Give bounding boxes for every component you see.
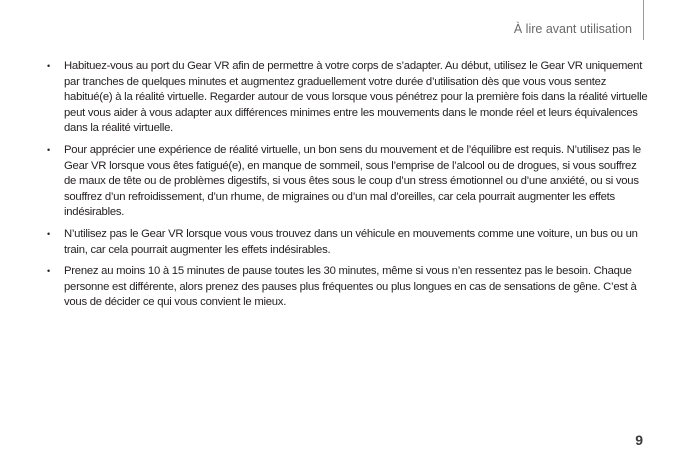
bullet-marker: • xyxy=(47,266,50,277)
bullet-marker: • xyxy=(47,61,50,71)
bullet-item-adaptation xyxy=(47,59,651,137)
section-header-title: À lire avant utilisation xyxy=(513,22,632,36)
bullet-text: Prenez au moins 10 à 15 minutes de pause toutes les 30 minutes, même si vous n’en ressentez pas le besoin. Chaque personne est différente, alors prenez des pauses plus fréquentes ou plus longues en cas de sensations de gêne. C’est à vous de décider ce qui vous convient le mieux. xyxy=(64,265,637,309)
bullet-marker: • xyxy=(47,144,50,155)
bullet-item-vehicle xyxy=(47,227,651,258)
header-divider xyxy=(643,0,644,40)
page-content xyxy=(47,59,651,317)
page-number: 9 xyxy=(635,432,643,448)
bullet-text: Pour apprécier une expérience de réalité virtuelle, un bon sens du mouvement et de l’équilibre est requis. N’utilisez pas le Gear VR lorsque vous êtes fatigué(e), en manque de sommeil, sous l’emprise de l’alcool ou de drogues, si vous souffrez de maux de tête ou de problèmes digestifs, si vous êtes sous le coup d’un stress émotionnel ou d’une anxiété, ou si vous souffrez d’un refroidissement, d’un rhume, de migraines ou d’un mal d’oreilles, car cela pourrait augmenter les effets indésirables. xyxy=(64,143,641,219)
bullet-item-breaks xyxy=(47,264,651,311)
bullet-text: Habituez-vous au port du Gear VR afin de permettre à votre corps de s’adapter. Au début, utilisez le Gear VR uniquement par tranches de quelques minutes et augmentez graduellement votre durée d’utilisation dès que vous vous sentez habitué(e) à la réalité virtuelle. Regarder autour de vous lorsque vous pénétrez pour la première fois dans la réalité virtuelle peut vous aider à vous adapter aux différences minimes entre les mouvements dans le monde réel et leurs équivalences dans la réalité virtuelle. xyxy=(64,60,648,135)
bullet-item-balance xyxy=(47,143,651,221)
bullet-text: N’utilisez pas le Gear VR lorsque vous vous trouvez dans un véhicule en mouvements comme une voiture, un bus ou un train, car cela pourrait augmenter les effets indésirables. xyxy=(64,227,638,256)
bullet-marker: • xyxy=(47,228,50,239)
safety-bullet-list xyxy=(47,59,651,311)
